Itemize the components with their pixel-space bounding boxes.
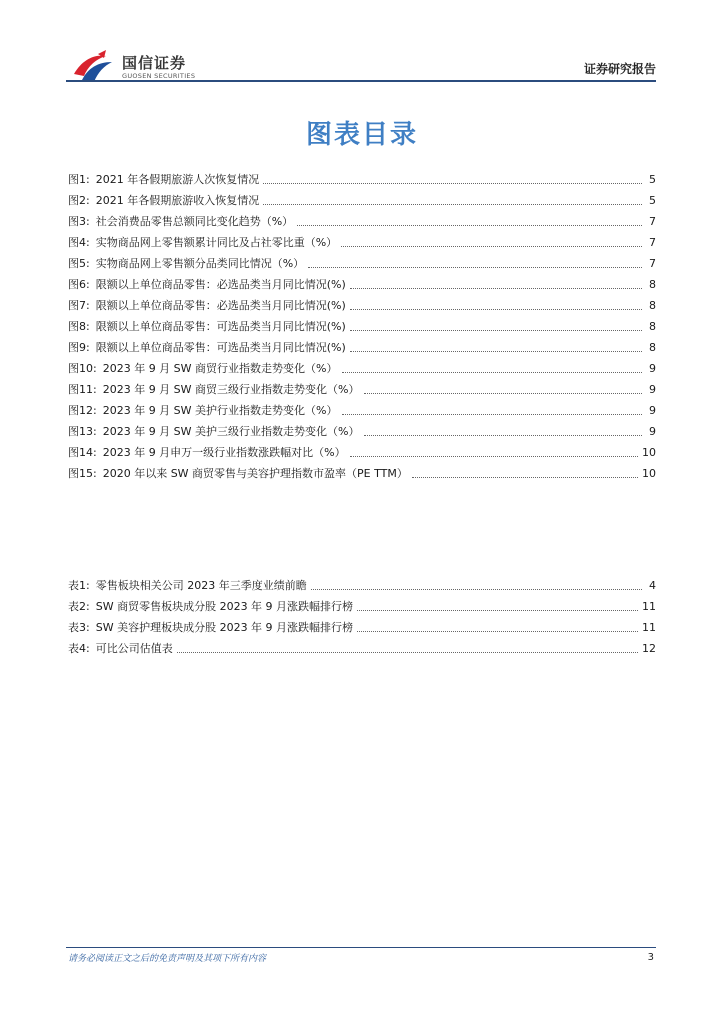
figure-caption: 限额以上单位商品零售：必选品类当月同比情况(%) [95,278,346,291]
figure-number: 图4: [68,236,90,249]
figure-page-number: 8 [649,299,656,312]
figure-caption: 2023 年 9 月 SW 美护三级行业指数走势变化（%） [102,425,360,438]
table-number: 表2: [68,600,90,613]
figure-number: 图1: [68,173,90,186]
table-entry[interactable] [68,638,656,659]
table-list [68,575,656,659]
dot-leader [342,371,643,373]
dot-leader [350,329,642,331]
table-entry[interactable] [68,617,656,638]
figure-number: 图5: [68,257,90,270]
table-caption: SW 美容护理板块成分股 2023 年 9 月涨跌幅排行榜 [95,621,354,634]
dot-leader [263,203,642,205]
table-page-number: 11 [642,621,656,634]
figure-number: 图8: [68,320,90,333]
figure-entry[interactable] [68,253,656,274]
figure-page-number: 7 [649,257,656,270]
figure-page-number: 8 [649,320,656,333]
disclaimer-text: 请务必阅读正文之后的免责声明及其项下所有内容 [68,954,267,964]
dot-leader [350,308,642,310]
figure-number: 图9: [68,341,90,354]
figure-number: 图14: [68,446,97,459]
dot-leader [350,350,642,352]
figure-page-number: 9 [649,383,656,396]
figure-entry[interactable] [68,211,656,232]
dot-leader [341,245,642,247]
figure-page-number: 10 [642,467,656,480]
figure-page-number: 5 [649,173,656,186]
figure-caption: 2020 年以来 SW 商贸零售与美容护理指数市盈率（PE TTM） [102,467,408,480]
figure-number: 图13: [68,425,97,438]
figure-caption: 2023 年 9 月申万一级行业指数涨跌幅对比（%） [102,446,346,459]
brand-name-en: GUOSEN SECURITIES [122,72,196,80]
dot-leader [308,266,642,268]
figure-page-number: 9 [649,362,656,375]
dot-leader [342,413,643,415]
figure-number: 图11: [68,383,97,396]
dot-leader [364,392,643,394]
page-header [0,0,724,90]
footer-divider [66,947,656,948]
figure-entry[interactable] [68,316,656,337]
figure-number: 图15: [68,467,97,480]
figure-caption: 实物商品网上零售额累计同比及占社零比重（%） [95,236,338,249]
figure-entry[interactable] [68,190,656,211]
figure-caption: 实物商品网上零售额分品类同比情况（%） [95,257,305,270]
table-page-number: 4 [649,579,656,592]
table-number: 表1: [68,579,90,592]
figure-number: 图12: [68,404,97,417]
figure-page-number: 10 [642,446,656,459]
figure-number: 图3: [68,215,90,228]
figure-caption: 2023 年 9 月 SW 美护行业指数走势变化（%） [102,404,338,417]
figure-entry[interactable] [68,232,656,253]
table-number: 表3: [68,621,90,634]
dot-leader [350,287,642,289]
figure-page-number: 8 [649,341,656,354]
figure-caption: 2023 年 9 月 SW 商贸三级行业指数走势变化（%） [102,383,360,396]
guosen-logo-icon [72,50,118,84]
figure-page-number: 7 [649,236,656,249]
brand-name-cn: 国信证券 [122,54,187,72]
toc-title: 图表目录 [305,120,418,150]
figure-list [68,169,656,484]
dot-leader [297,224,642,226]
dot-leader [357,630,638,632]
table-caption: SW 商贸零售板块成分股 2023 年 9 月涨跌幅排行榜 [95,600,354,613]
figure-page-number: 7 [649,215,656,228]
figure-entry[interactable] [68,337,656,358]
table-caption: 零售板块相关公司 2023 年三季度业绩前瞻 [95,579,307,592]
figure-caption: 限额以上单位商品零售：必选品类当月同比情况(%) [95,299,346,312]
figure-number: 图7: [68,299,90,312]
dot-leader [357,609,638,611]
figure-number: 图6: [68,278,90,291]
figure-page-number: 8 [649,278,656,291]
figure-page-number: 9 [649,425,656,438]
report-type-label: 证券研究报告 [583,62,656,76]
figure-caption: 2021 年各假期旅游人次恢复情况 [95,173,260,186]
figure-caption: 2021 年各假期旅游收入恢复情况 [95,194,260,207]
figure-entry[interactable] [68,295,656,316]
figure-caption: 限额以上单位商品零售：可选品类当月同比情况(%) [95,341,346,354]
figure-page-number: 9 [649,404,656,417]
figure-caption: 2023 年 9 月 SW 商贸行业指数走势变化（%） [102,362,338,375]
table-entry[interactable] [68,575,656,596]
dot-leader [364,434,643,436]
figure-entry[interactable] [68,379,656,400]
dot-leader [177,651,638,653]
figure-entry[interactable] [68,358,656,379]
dot-leader [412,476,638,478]
figure-caption: 社会消费品零售总额同比变化趋势（%） [95,215,294,228]
header-divider [66,80,656,82]
table-caption: 可比公司估值表 [95,642,173,655]
figure-entry[interactable] [68,421,656,442]
table-number: 表4: [68,642,90,655]
dot-leader [311,588,642,590]
figure-entry[interactable] [68,400,656,421]
figure-entry[interactable] [68,169,656,190]
figure-page-number: 5 [649,194,656,207]
dot-leader [350,455,638,457]
table-page-number: 12 [642,642,656,655]
figure-number: 图2: [68,194,90,207]
table-entry[interactable] [68,596,656,617]
figure-caption: 限额以上单位商品零售：可选品类当月同比情况(%) [95,320,346,333]
dot-leader [263,182,642,184]
figure-number: 图10: [68,362,97,375]
page-number: 3 [647,952,654,963]
figure-entry[interactable] [68,463,656,484]
table-page-number: 11 [642,600,656,613]
figure-entry[interactable] [68,274,656,295]
figure-entry[interactable] [68,442,656,463]
